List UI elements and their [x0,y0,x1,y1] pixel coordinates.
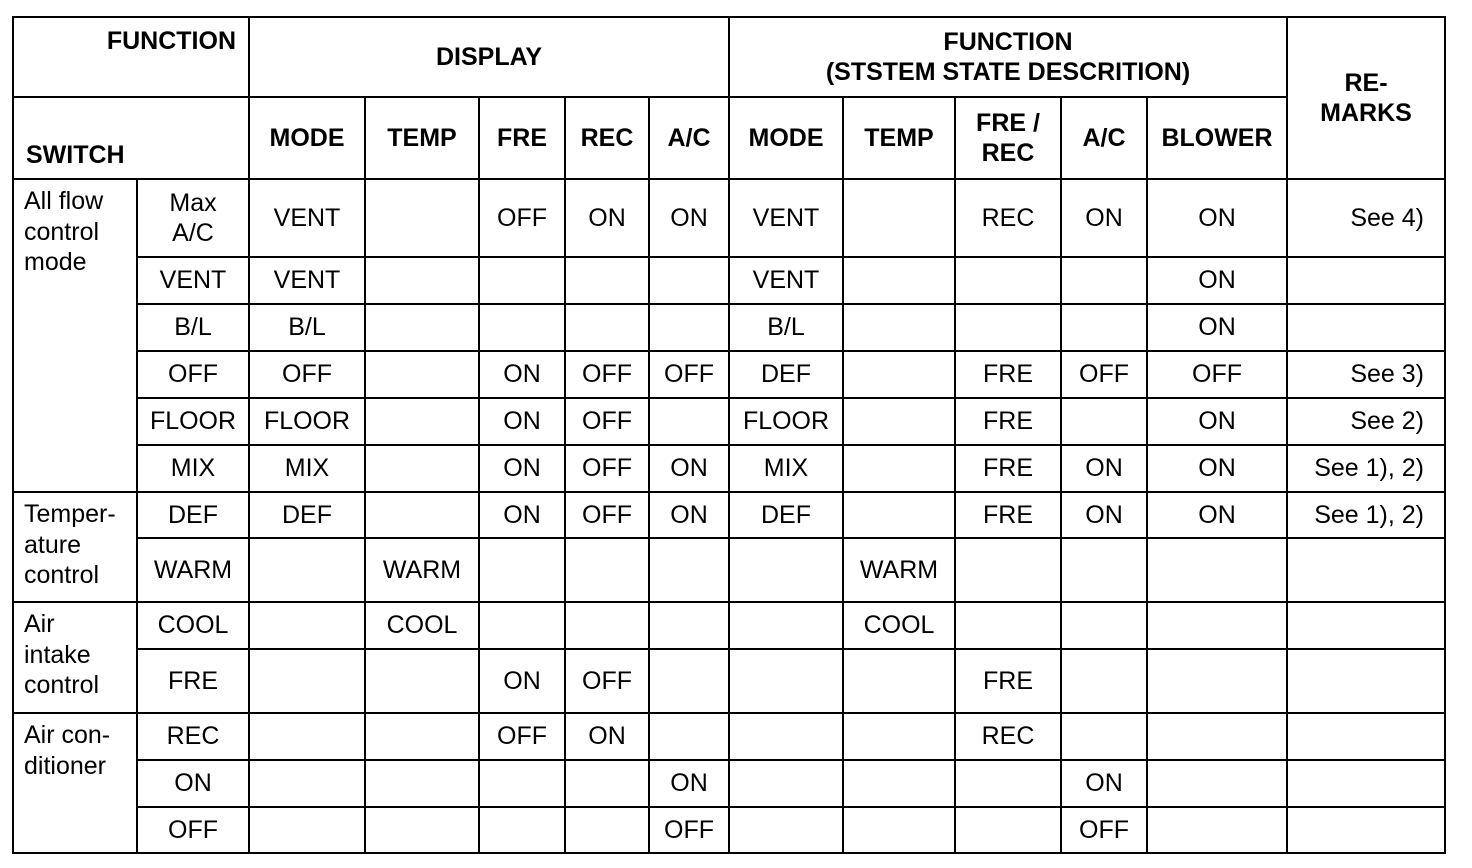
display-rec-cell [565,807,649,853]
function-mode-cell: B/L [729,304,843,351]
table-row [13,492,1445,538]
function-temp-cell [843,649,955,713]
function-frerec-cell [955,807,1061,853]
function-mode-cell: DEF [729,492,843,538]
function-ac-cell [1061,304,1147,351]
display-rec-cell: OFF [565,445,649,492]
remarks-cell: See 1), 2) [1287,492,1445,538]
display-ac-cell: OFF [649,351,729,398]
switch-cell: OFF [137,351,249,398]
function-state-header-line2: (STSTEM STATE DESCRITION) [825,58,1191,86]
function-temp-cell [843,179,955,257]
function-frerec-cell [955,602,1061,649]
table-wrapper [12,16,1446,854]
header-row-1 [13,17,1445,97]
function-ac-cell [1061,398,1147,445]
function-temp-cell [843,445,955,492]
function-temp-cell: WARM [843,538,955,602]
remarks-cell [1287,538,1445,602]
display-temp-cell: COOL [365,602,479,649]
table-row [13,257,1445,304]
remarks-cell [1287,602,1445,649]
group-label-line: Temper- [24,500,116,528]
display-mode-cell: DEF [249,492,365,538]
switch-cell: FLOOR [137,398,249,445]
display-rec-cell: OFF [565,649,649,713]
display-fre-cell: ON [479,445,565,492]
switch-cell [137,179,249,257]
function-temp-cell [843,492,955,538]
display-fre-cell [479,807,565,853]
function-blower-cell [1147,602,1287,649]
function-frerec-cell [955,538,1061,602]
display-fre-cell [479,602,565,649]
function-blower-cell: OFF [1147,351,1287,398]
function-temp-cell: COOL [843,602,955,649]
group-label-line: All flow [24,187,104,215]
function-mode-cell [729,538,843,602]
display-ac-cell [649,713,729,760]
remarks-cell: See 4) [1287,179,1445,257]
display-temp-header: TEMP [365,97,479,179]
function-blower-cell: ON [1147,257,1287,304]
function-blower-cell: ON [1147,492,1287,538]
table-row [13,713,1445,760]
display-mode-cell [249,760,365,807]
display-rec-cell [565,760,649,807]
function-temp-cell [843,807,955,853]
function-blower-cell: ON [1147,398,1287,445]
display-temp-cell [365,492,479,538]
display-temp-cell [365,445,479,492]
display-mode-cell [249,538,365,602]
table-row [13,602,1445,649]
function-blower-cell [1147,649,1287,713]
group-air-conditioner-label [13,713,137,853]
switch-cell: OFF [137,807,249,853]
group-label-line: mode [24,248,87,276]
display-mode-cell: VENT [249,257,365,304]
display-fre-cell: ON [479,649,565,713]
display-ac-cell [649,257,729,304]
display-mode-header: MODE [249,97,365,179]
display-ac-cell [649,304,729,351]
remarks-cell [1287,304,1445,351]
function-mode-cell: MIX [729,445,843,492]
group-label-line: Air con- [24,721,111,749]
display-fre-cell [479,257,565,304]
function-frerec-cell [955,257,1061,304]
group-label-line: ditioner [24,751,106,780]
function-mode-cell [729,713,843,760]
remarks-cell [1287,257,1445,304]
display-rec-cell [565,304,649,351]
display-temp-cell [365,398,479,445]
display-mode-cell [249,713,365,760]
display-fre-cell: OFF [479,713,565,760]
display-rec-header: REC [565,97,649,179]
function-frerec-cell: FRE [955,492,1061,538]
group-label-line: intake [24,640,91,669]
function-ac-cell [1061,602,1147,649]
display-rec-cell [565,538,649,602]
remarks-cell [1287,760,1445,807]
switch-cell: ON [137,760,249,807]
remarks-cell: See 2) [1287,398,1445,445]
function-ac-cell: OFF [1061,351,1147,398]
function-state-header [729,17,1287,97]
switch-cell: VENT [137,257,249,304]
switch-header: SWITCH [13,97,249,179]
display-rec-cell: ON [565,713,649,760]
table-row [13,351,1445,398]
display-ac-cell: ON [649,492,729,538]
function-blower-cell [1147,538,1287,602]
remarks-cell [1287,713,1445,760]
group-label-line: ature [24,530,81,559]
table-row [13,398,1445,445]
switch-cell: REC [137,713,249,760]
display-mode-cell [249,649,365,713]
function-temp-cell [843,398,955,445]
display-ac-cell [649,602,729,649]
display-temp-cell [365,257,479,304]
function-mode-cell: VENT [729,257,843,304]
switch-cell: DEF [137,492,249,538]
display-temp-cell: WARM [365,538,479,602]
function-ac-cell [1061,538,1147,602]
display-rec-cell [565,257,649,304]
switch-line: A/C [172,219,214,247]
function-ac-cell: OFF [1061,807,1147,853]
display-temp-cell [365,649,479,713]
display-ac-header: A/C [649,97,729,179]
function-mode-cell: FLOOR [729,398,843,445]
function-ac-cell: ON [1061,760,1147,807]
display-fre-cell: ON [479,492,565,538]
display-temp-cell [365,760,479,807]
display-fre-cell [479,760,565,807]
function-frerec-cell: FRE [955,398,1061,445]
function-frerec-cell: FRE [955,649,1061,713]
display-fre-cell [479,304,565,351]
switch-cell: WARM [137,538,249,602]
display-mode-cell: MIX [249,445,365,492]
table-row [13,304,1445,351]
remarks-header-line2: MARKS [1320,99,1412,127]
function-blower-cell [1147,760,1287,807]
function-frerec-header-line1: FRE / [976,108,1040,137]
display-mode-cell: OFF [249,351,365,398]
function-mode-cell: DEF [729,351,843,398]
function-temp-cell [843,257,955,304]
display-mode-cell: VENT [249,179,365,257]
group-air-intake-control-label [13,602,137,713]
remarks-cell: See 3) [1287,351,1445,398]
function-mode-cell [729,760,843,807]
group-airflow-control-label [13,179,137,492]
function-frerec-cell [955,304,1061,351]
display-mode-cell [249,602,365,649]
display-ac-cell [649,538,729,602]
switch-line: Max [169,188,217,217]
function-mode-header: MODE [729,97,843,179]
function-blower-cell [1147,713,1287,760]
function-frerec-header-line2: REC [981,139,1035,167]
function-mode-cell [729,602,843,649]
display-fre-cell: OFF [479,179,565,257]
display-ac-cell: ON [649,445,729,492]
function-blower-header: BLOWER [1147,97,1287,179]
display-mode-cell: B/L [249,304,365,351]
group-temperature-control-label [13,492,137,602]
function-state-header-line1: FUNCTION [943,27,1073,56]
display-ac-cell [649,649,729,713]
display-fre-header: FRE [479,97,565,179]
function-ac-cell: ON [1061,179,1147,257]
function-frerec-cell: REC [955,179,1061,257]
table-row [13,760,1445,807]
function-temp-header: TEMP [843,97,955,179]
display-fre-cell [479,538,565,602]
switch-cell: FRE [137,649,249,713]
display-ac-cell: ON [649,179,729,257]
function-temp-cell [843,351,955,398]
display-rec-cell: ON [565,179,649,257]
switch-cell: MIX [137,445,249,492]
display-ac-cell [649,398,729,445]
display-rec-cell [565,602,649,649]
function-frerec-cell [955,760,1061,807]
table-row [13,445,1445,492]
display-fre-cell: ON [479,398,565,445]
function-header-left: FUNCTION [13,17,249,97]
function-ac-cell: ON [1061,492,1147,538]
function-mode-cell [729,807,843,853]
display-rec-cell: OFF [565,351,649,398]
remarks-header [1287,17,1445,179]
function-frerec-cell: REC [955,713,1061,760]
display-header: DISPLAY [249,17,729,97]
remarks-cell [1287,807,1445,853]
function-mode-cell: VENT [729,179,843,257]
switch-cell: B/L [137,304,249,351]
remarks-cell [1287,649,1445,713]
function-blower-cell: ON [1147,179,1287,257]
function-ac-cell [1061,257,1147,304]
display-ac-cell: OFF [649,807,729,853]
display-temp-cell [365,304,479,351]
display-fre-cell: ON [479,351,565,398]
switch-cell: COOL [137,602,249,649]
group-label-line: control [24,671,100,699]
function-blower-cell: ON [1147,304,1287,351]
function-blower-cell: ON [1147,445,1287,492]
display-temp-cell [365,179,479,257]
function-ac-cell [1061,713,1147,760]
table-row [13,538,1445,602]
function-temp-cell [843,713,955,760]
function-ac-header: A/C [1061,97,1147,179]
display-mode-cell: FLOOR [249,398,365,445]
display-ac-cell: ON [649,760,729,807]
table-row [13,179,1445,257]
function-ac-cell: ON [1061,445,1147,492]
function-frerec-cell: FRE [955,351,1061,398]
display-temp-cell [365,713,479,760]
remarks-cell: See 1), 2) [1287,445,1445,492]
function-temp-cell [843,760,955,807]
header-row-2 [13,97,1445,179]
remarks-header-line1: RE- [1344,68,1388,97]
display-rec-cell: OFF [565,398,649,445]
display-mode-cell [249,807,365,853]
function-temp-cell [843,304,955,351]
function-mode-cell [729,649,843,713]
display-temp-cell [365,807,479,853]
group-label-line: Air [24,610,55,638]
group-label-line: control [24,217,100,246]
function-frerec-header [955,97,1061,179]
function-blower-cell [1147,807,1287,853]
function-table [12,16,1446,854]
display-rec-cell: OFF [565,492,649,538]
function-frerec-cell: FRE [955,445,1061,492]
table-row [13,807,1445,853]
table-row [13,649,1445,713]
group-label-line: control [24,561,100,589]
function-ac-cell [1061,649,1147,713]
display-temp-cell [365,351,479,398]
